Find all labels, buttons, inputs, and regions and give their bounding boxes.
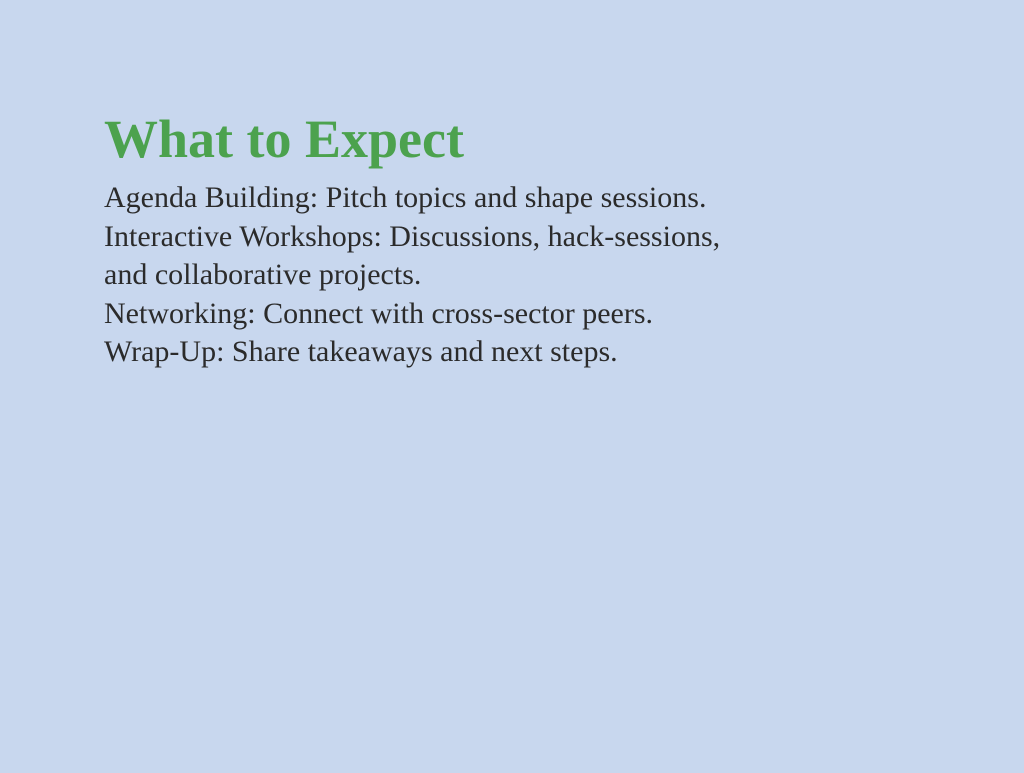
body-line-interactive-workshops: Interactive Workshops: Discussions, hack-sessions, xyxy=(104,219,721,253)
slide-body-text xyxy=(104,179,720,372)
body-line-wrap-up: Wrap-Up: Share takeaways and next steps. xyxy=(104,335,618,368)
body-line-collaborative-projects: and collaborative projects. xyxy=(104,258,422,291)
body-line-networking: Networking: Connect with cross-sector peers. xyxy=(104,296,654,330)
slide-title: What to Expect xyxy=(104,109,464,170)
body-line-agenda-building: Agenda Building: Pitch topics and shape sessions. xyxy=(104,181,707,214)
